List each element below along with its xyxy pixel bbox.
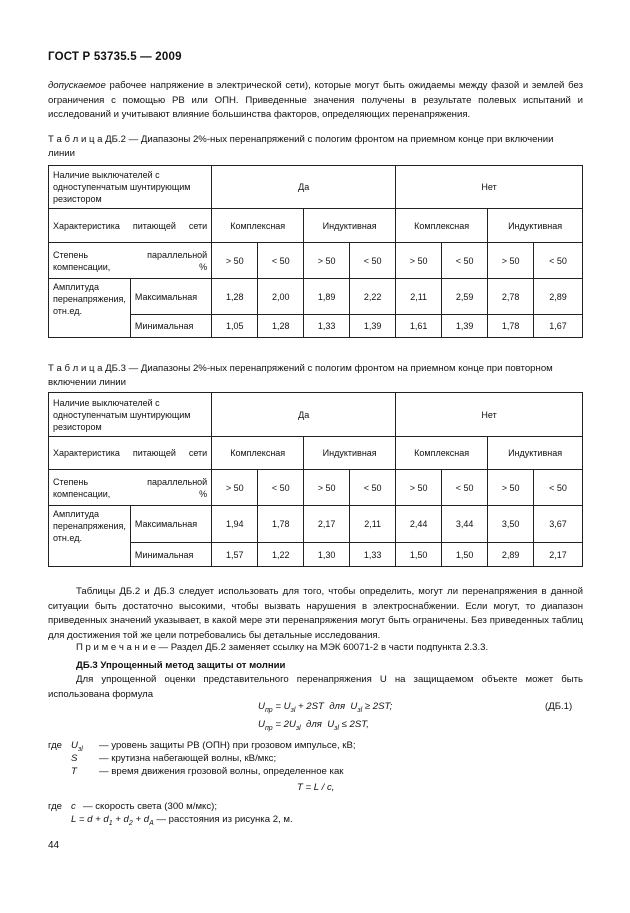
switch-label: Наличие выключателей с одноступенчатым шунтирующим резистором	[49, 166, 212, 209]
min-label: Минимальная	[130, 543, 211, 567]
complex-header: Комплексная	[212, 209, 304, 243]
complex-header: Комплексная	[396, 437, 488, 470]
document-header: ГОСТ Р 53735.5 — 2009	[48, 51, 182, 63]
lt50-header: < 50	[350, 243, 396, 279]
table-cell: 2,17	[534, 543, 583, 567]
table-cell: 1,94	[212, 506, 258, 543]
table-cell: 1,28	[258, 315, 304, 338]
lt50-header: < 50	[442, 470, 488, 506]
table-cell: 1,05	[212, 315, 258, 338]
table-cell: 2,44	[396, 506, 442, 543]
intro-paragraph	[48, 79, 583, 123]
yes-header: Да	[212, 166, 396, 209]
inductive-header: Индуктивная	[304, 209, 396, 243]
paragraph-tables-usage: Таблицы ДБ.2 и ДБ.3 следует использовать для того, чтобы определить, могут ли перенапряжения в данной ситуации быть достаточно высокими, чтобы вызвать нарушения в электроснабжении. Если могут, то диапазон приведенных значений указывает, в какой мере эти перенапряжения могут быть ограничены. Без приведенных таблиц для достижения той же цели потребовались бы детальные исследования.	[48, 586, 583, 641]
table-cell: 2,89	[534, 279, 583, 315]
table-db3	[48, 392, 583, 567]
table-cell: 3,50	[488, 506, 534, 543]
intro-text: рабочее напряжение в электрической сети), которые могут быть ожидаемы между фазой и землей без ограничения с помощью РВ или ОПН. Приведенные значения получены в результате полевых испытаний и исследований и учитывают влияние большинства факторов, определяющих перенапряжения.	[48, 80, 583, 121]
def-text: — скорость света (300 м/мкс);	[83, 801, 217, 812]
table-cell: 3,44	[442, 506, 488, 543]
table-cell: 2,11	[396, 279, 442, 315]
table-db2	[48, 165, 583, 338]
lt50-header: < 50	[534, 243, 583, 279]
inductive-header: Индуктивная	[488, 209, 583, 243]
source-label: Характеристика питающей сети	[49, 437, 212, 470]
amplitude-label: Амплитуда перенапряжения, отн.ед.	[49, 506, 131, 567]
lt50-header: < 50	[534, 470, 583, 506]
table-cell: 2,11	[350, 506, 396, 543]
table-cell: 1,39	[442, 315, 488, 338]
table-cell: 1,33	[350, 543, 396, 567]
gt50-header: > 50	[396, 243, 442, 279]
table2-caption: Т а б л и ц а ДБ.2 — Диапазоны 2%-ных перенапряжений с пологим фронтом на приемном конце при включении линии	[48, 134, 554, 159]
compensation-label: Степень параллельной компенсации, %	[49, 470, 212, 506]
yes-header: Да	[212, 393, 396, 437]
gt50-header: > 50	[212, 243, 258, 279]
table-cell: 1,28	[212, 279, 258, 315]
table-cell: 1,61	[396, 315, 442, 338]
gt50-header: > 50	[304, 470, 350, 506]
compensation-label: Степень параллельной компенсации, %	[49, 243, 212, 279]
def-text: — уровень защиты РВ (ОПН) при грозовом импульсе, кВ;	[99, 740, 356, 751]
table-cell: 1,50	[442, 543, 488, 567]
table-cell: 2,59	[442, 279, 488, 315]
table-cell: 1,33	[304, 315, 350, 338]
section-title: ДБ.3 Упрощенный метод защиты от молнии	[76, 660, 286, 671]
no-header: Нет	[396, 166, 583, 209]
gt50-header: > 50	[396, 470, 442, 506]
table-cell: 1,39	[350, 315, 396, 338]
table3-caption: Т а б л и ц а ДБ.3 — Диапазоны 2%-ных перенапряжений с пологим фронтом на приемном конце при повторном включении линии	[48, 363, 553, 388]
def-symbol: $U_{зl}$	[71, 740, 83, 753]
complex-header: Комплексная	[396, 209, 488, 243]
table-cell: 1,78	[488, 315, 534, 338]
no-header: Нет	[396, 393, 583, 437]
formula-number: (ДБ.1)	[545, 701, 573, 712]
inductive-header: Индуктивная	[488, 437, 583, 470]
formula-line-1: $U_{пр} = U_{зl} + 2ST$ для $U_{зl} \ge 2ST$;	[258, 701, 393, 714]
table-cell: 1,22	[258, 543, 304, 567]
formula-line-2: $U_{пр} = 2U_{зl}$ для $U_{зl} \le 2ST$,	[258, 719, 369, 732]
gt50-header: > 50	[488, 470, 534, 506]
table-cell: 2,78	[488, 279, 534, 315]
source-label: Характеристика питающей сети	[49, 209, 212, 243]
table-cell: 1,30	[304, 543, 350, 567]
lt50-header: < 50	[258, 243, 304, 279]
gt50-header: > 50	[304, 243, 350, 279]
where-label: где	[48, 740, 63, 751]
where-label: где	[48, 801, 63, 812]
lt50-header: < 50	[258, 470, 304, 506]
table-cell: 2,00	[258, 279, 304, 315]
def-L: $L = d + d_1 + d_2 + d_A$ — расстояния из рисунка 2, м.	[71, 814, 293, 827]
complex-header: Комплексная	[212, 437, 304, 470]
page-number: 44	[48, 840, 60, 851]
max-label: Максимальная	[130, 506, 211, 543]
table-cell: 3,67	[534, 506, 583, 543]
paragraph-formula-intro: Для упрощенной оценки представительного перенапряжения U на защищаемом объекте может быть использована формула	[48, 674, 583, 700]
switch-label: Наличие выключателей с одноступенчатым шунтирующим резистором	[49, 393, 212, 437]
amplitude-label: Амплитуда перенапряжения, отн.ед.	[49, 279, 131, 338]
table-cell: 1,57	[212, 543, 258, 567]
gt50-header: > 50	[488, 243, 534, 279]
table-cell: 1,78	[258, 506, 304, 543]
gt50-header: > 50	[212, 470, 258, 506]
lt50-header: < 50	[350, 470, 396, 506]
def-text: — крутизна набегающей волны, кВ/мкс;	[99, 753, 277, 764]
table-cell: 1,89	[304, 279, 350, 315]
inductive-header: Индуктивная	[304, 437, 396, 470]
table-cell: 2,89	[488, 543, 534, 567]
table-cell: 2,22	[350, 279, 396, 315]
table-cell: 1,67	[534, 315, 583, 338]
intro-italic: допускаемое	[48, 80, 106, 91]
lt50-header: < 50	[442, 243, 488, 279]
def-symbol: S	[71, 753, 78, 764]
table-cell: 1,50	[396, 543, 442, 567]
def-text: — время движения грозовой волны, определенное как	[99, 766, 344, 777]
def-symbol: c	[71, 801, 76, 812]
formula-T: T = L / c,	[297, 782, 335, 793]
table-cell: 2,17	[304, 506, 350, 543]
def-symbol: T	[71, 766, 77, 777]
min-label: Минимальная	[130, 315, 211, 338]
note: П р и м е ч а н и е — Раздел ДБ.2 заменяет ссылку на МЭК 60071-2 в части подпункта 2.3.3.	[76, 642, 489, 653]
max-label: Максимальная	[130, 279, 211, 315]
